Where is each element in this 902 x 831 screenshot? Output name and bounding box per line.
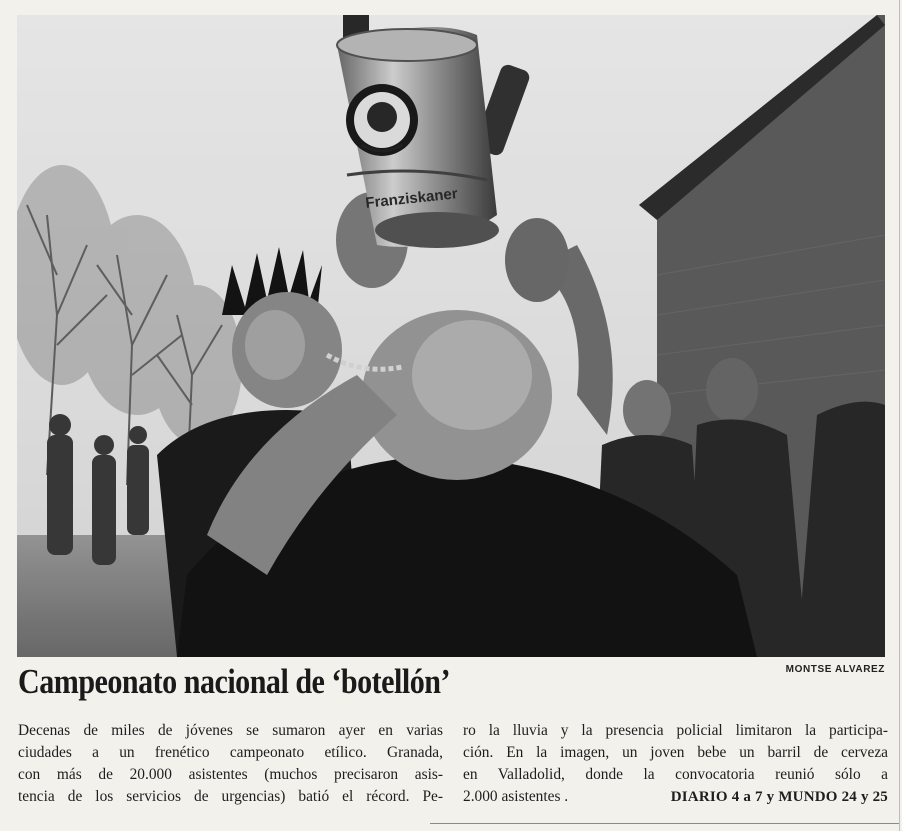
text-line: ción. En la imagen, un joven bebe un barril de cerveza bbox=[463, 744, 888, 761]
text-line: en Valladolid, donde la convocatoria reunió sólo a bbox=[463, 766, 888, 783]
keg-label: Franziskaner bbox=[364, 185, 459, 212]
news-photo bbox=[17, 15, 885, 657]
news-photo-illustration bbox=[17, 15, 885, 657]
article-column-2 bbox=[463, 720, 888, 808]
cross-reference: DIARIO 4 a 7 y MUNDO 24 y 25 bbox=[670, 789, 888, 805]
text-line-end: 2.000 asistentes . bbox=[463, 788, 569, 805]
photo-credit: MONTSE ALVAREZ bbox=[785, 664, 885, 675]
text-line-last bbox=[463, 786, 888, 808]
text-line: tencia de los servicios de urgencias) batió el récord. Pe- bbox=[18, 788, 443, 805]
headline: Campeonato nacional de ‘botellón’ bbox=[18, 662, 450, 701]
clipping-edge bbox=[899, 0, 900, 831]
text-line: Decenas de miles de jóvenes se sumaron ayer en varias bbox=[18, 722, 443, 739]
text-line: con más de 20.000 asistentes (muchos precisaron asis- bbox=[18, 766, 443, 783]
text-line: ciudades a un frenético campeonato etílico. Granada, bbox=[18, 744, 443, 761]
bottom-rule bbox=[430, 823, 900, 824]
article-body bbox=[18, 720, 888, 808]
text-line: ro la lluvia y la presencia policial limitaron la participa- bbox=[463, 722, 888, 739]
article-column-1 bbox=[18, 720, 443, 808]
